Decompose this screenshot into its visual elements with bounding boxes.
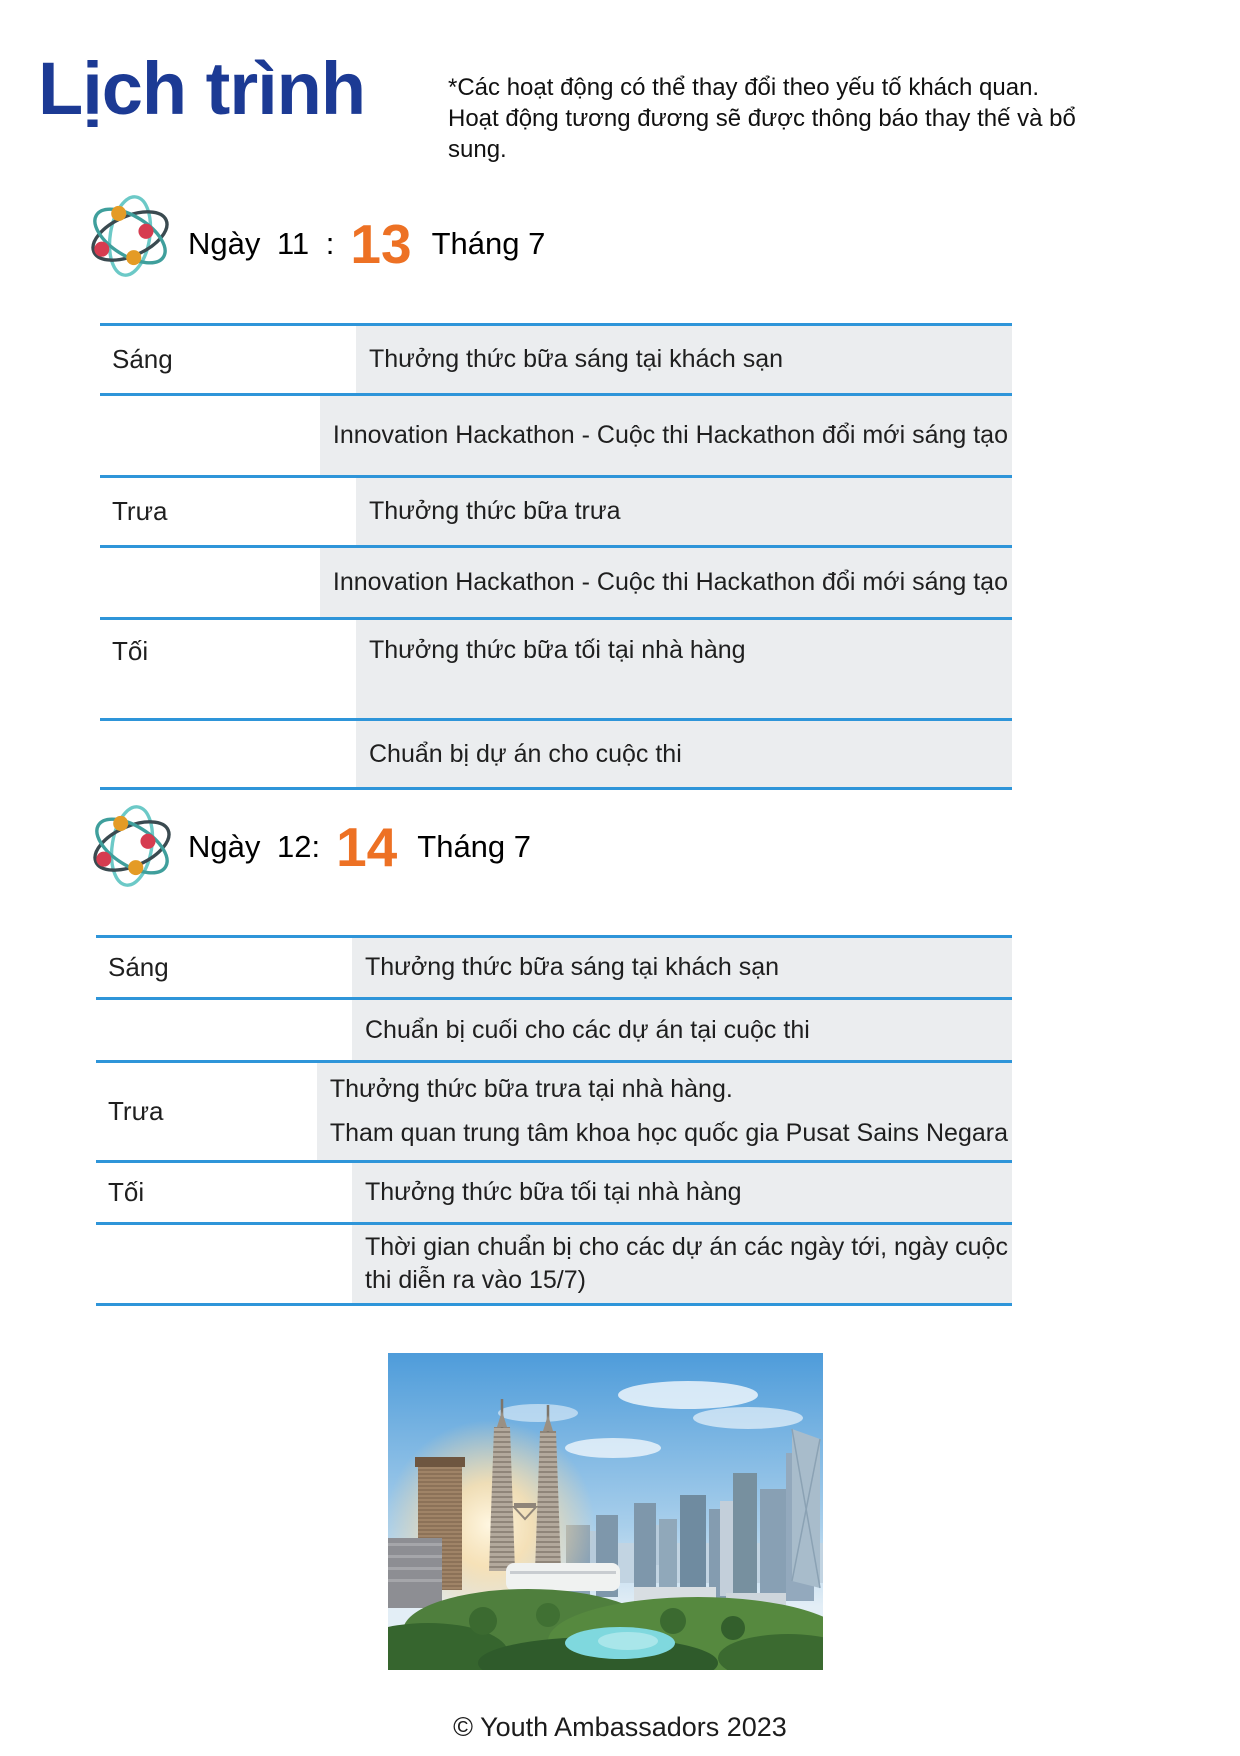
disclaimer-note — [448, 72, 1128, 165]
time-cell: Trưa — [100, 478, 356, 545]
activity-cell: Thưởng thức bữa tối tại nhà hàng — [369, 636, 746, 664]
month-label: Tháng 7 — [431, 226, 546, 261]
disclaimer-line-1: *Các hoạt động có thể thay đổi theo yếu tố khách quan. — [448, 74, 1040, 101]
month-label: Tháng 7 — [417, 829, 532, 864]
schedule-table-day2 — [96, 935, 1012, 1306]
table-row — [96, 1000, 1012, 1063]
time-cell: Sáng — [100, 326, 356, 393]
activity-cell: Chuẩn bị cuối cho các dự án tại cuộc thi — [365, 1015, 810, 1044]
city-skyline-photo — [388, 1353, 823, 1670]
activity-cell: Thưởng thức bữa sáng tại khách sạn — [365, 953, 780, 981]
day-header-1 — [188, 214, 545, 274]
table-row — [100, 721, 1012, 790]
table-row — [100, 620, 1012, 721]
day-label: Ngày 12: — [188, 829, 321, 864]
time-cell — [100, 396, 320, 475]
activity-cell: Thưởng thức bữa trưa tại nhà hàng. — [329, 1075, 733, 1103]
activity-cell: Innovation Hackathon - Cuộc thi Hackathon đổi mới sáng tạo — [332, 421, 1008, 449]
page-title: Lịch trình — [38, 47, 366, 130]
table-row — [96, 1063, 1012, 1163]
day-label: Ngày 11 : — [188, 226, 335, 261]
time-cell: Trưa — [96, 1063, 317, 1160]
table-row — [100, 478, 1012, 548]
activity-cell: Thưởng thức bữa tối tại nhà hàng — [365, 1178, 742, 1206]
time-cell: Tối — [100, 620, 356, 718]
day-header-2 — [188, 817, 531, 877]
table-row — [100, 326, 1012, 396]
time-cell — [96, 1225, 352, 1303]
activity-cell: Tham quan trung tâm khoa học quốc gia Pusat Sains Negara — [329, 1119, 1008, 1147]
time-cell — [96, 1000, 352, 1060]
table-row — [96, 938, 1012, 1000]
atom-icon — [83, 188, 177, 284]
footer-copyright: © Youth Ambassadors 2023 — [453, 1712, 787, 1742]
activity-cell: Thời gian chuẩn bị cho các dự án các ngày tới, ngày cuộc thi diễn ra vào 15/7) — [365, 1233, 1008, 1294]
time-cell: Tối — [96, 1163, 352, 1222]
time-cell — [100, 548, 320, 617]
time-cell — [100, 721, 356, 787]
disclaimer-line-2: Hoạt động tương đương sẽ được thông báo thay thế và bổ sung. — [448, 105, 1076, 163]
table-row — [100, 548, 1012, 620]
table-row — [96, 1225, 1012, 1306]
activity-cell: Chuẩn bị dự án cho cuộc thi — [369, 739, 682, 768]
schedule-table-day1 — [100, 323, 1012, 790]
time-cell: Sáng — [96, 938, 352, 997]
table-row — [100, 396, 1012, 478]
day-number: 13 — [350, 212, 412, 275]
activity-cell: Thưởng thức bữa sáng tại khách sạn — [369, 345, 784, 373]
atom-icon — [85, 798, 179, 894]
activity-cell: Thưởng thức bữa trưa — [369, 497, 621, 525]
table-row — [96, 1163, 1012, 1225]
activity-cell: Innovation Hackathon - Cuộc thi Hackathon đổi mới sáng tạo — [332, 568, 1008, 596]
day-number: 14 — [336, 815, 398, 878]
